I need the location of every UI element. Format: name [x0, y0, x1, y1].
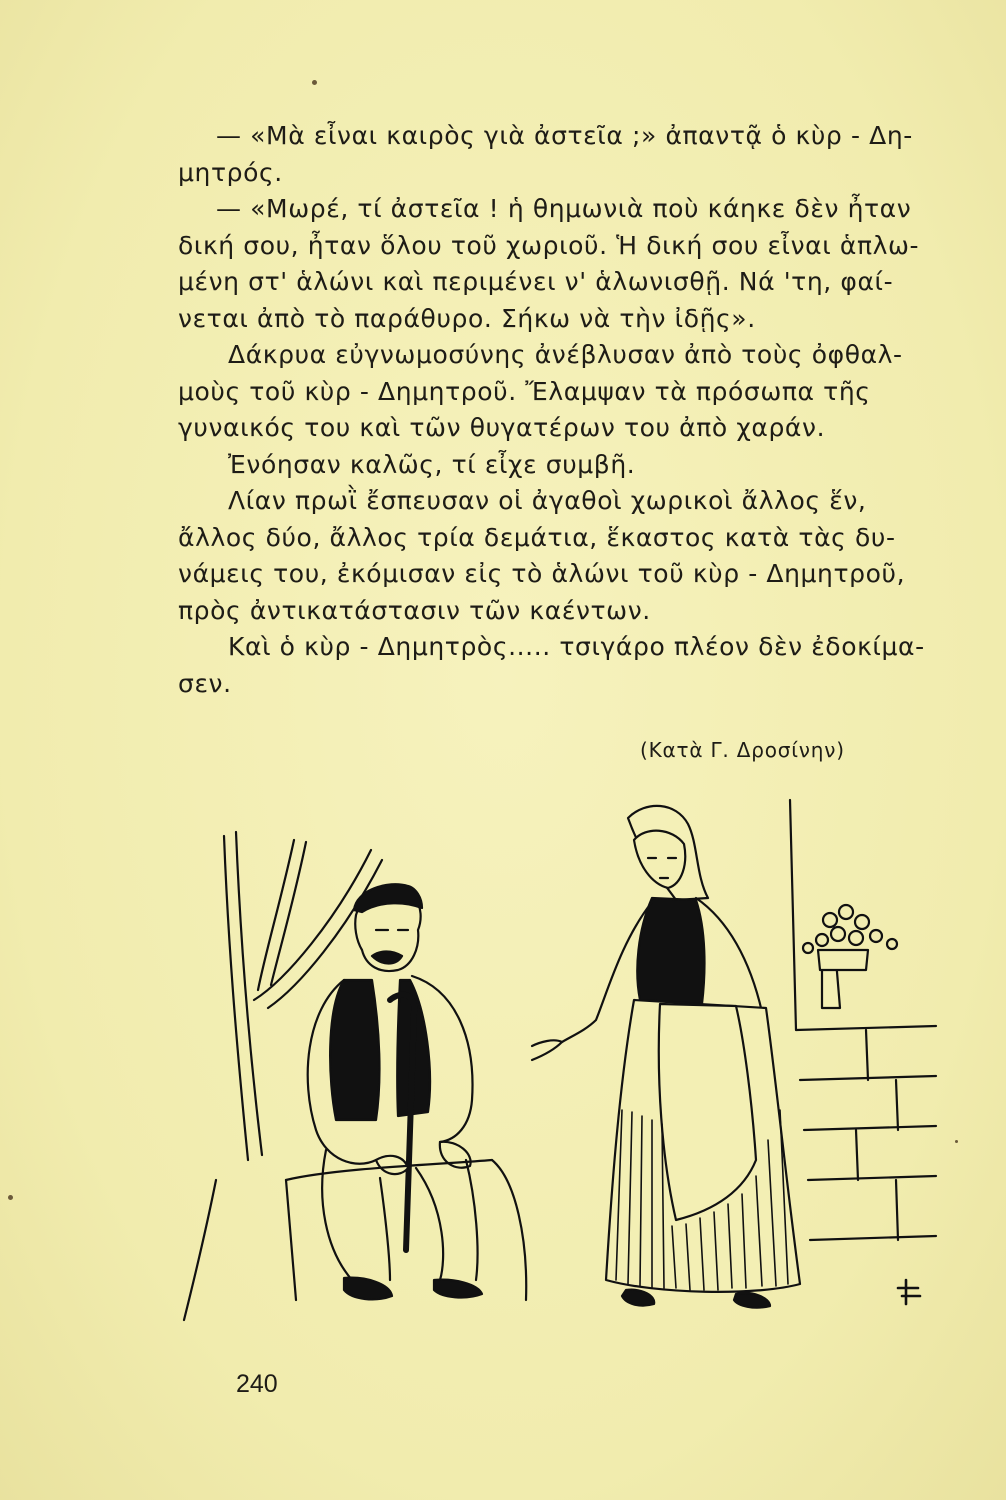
text-line: δική σου, ἦταν ὅλου τοῦ χωριοῦ. Ἡ δική σου εἶναι ἁπλω- — [178, 230, 920, 260]
speck — [8, 1195, 13, 1200]
text-line: Ἐνόησαν καλῶς, τί εἶχε συμβῆ. — [228, 449, 636, 479]
text-line: μοὺς τοῦ κὺρ - Δημητροῦ. Ἔλαμψαν τὰ πρόσωπα τῆς — [178, 376, 871, 406]
text-line: νεται ἀπὸ τὸ παράθυρο. Σήκω νὰ τὴν ἰδῇς». — [178, 303, 756, 333]
speck — [955, 1140, 958, 1143]
text-line: σεν. — [178, 668, 232, 698]
text-line: μητρός. — [178, 157, 283, 187]
text-line: — «Μὰ εἶναι καιρὸς γιὰ ἀστεῖα ;» ἀπαντᾷ ὁ κὺρ - Δη- — [216, 121, 913, 150]
standing-woman-drawing — [532, 806, 800, 1308]
attribution: (Κατὰ Γ. Δροσίνην) — [640, 738, 845, 762]
wall-and-flowerpot-drawing — [790, 800, 936, 1304]
text-line: Λίαν πρωῒ ἔσπευσαν οἱ ἀγαθοὶ χωρικοὶ ἄλλος ἕν, — [228, 486, 867, 515]
line-illustration — [176, 780, 946, 1340]
text-line: νάμεις του, ἐκόμισαν εἰς τὸ ἁλώνι τοῦ κὺρ - Δημητροῦ, — [178, 559, 906, 588]
speck — [312, 80, 317, 85]
text-line: γυναικός του καὶ τῶν θυγατέρων του ἀπὸ χαράν. — [178, 413, 826, 442]
text-line: — «Μωρέ, τί ἀστεῖα ! ἡ θημωνιὰ ποὺ κάηκε δὲν ἦταν — [216, 194, 912, 223]
seated-man-drawing — [286, 884, 526, 1300]
text-line: ἄλλος δύο, ἄλλος τρία δεμάτια, ἕκαστος κατὰ τὰς δυ- — [178, 522, 896, 552]
body-text — [178, 118, 925, 702]
text-line: πρὸς ἀντικατάστασιν τῶν καέντων. — [178, 595, 651, 625]
page-number: 240 — [236, 1370, 278, 1398]
text-line: Δάκρυα εὐγνωμοσύνης ἀνέβλυσαν ἀπὸ τοὺς ὀφθαλ- — [228, 340, 903, 369]
text-line: Καὶ ὁ κὺρ - Δημητρὸς..... τσιγάρο πλέον δὲν ἐδοκίμα- — [228, 632, 925, 661]
text-line: μένη στ' ἁλώνι καὶ περιμένει ν' ἁλωνισθῇ. Νά 'τη, φαί- — [178, 267, 894, 296]
